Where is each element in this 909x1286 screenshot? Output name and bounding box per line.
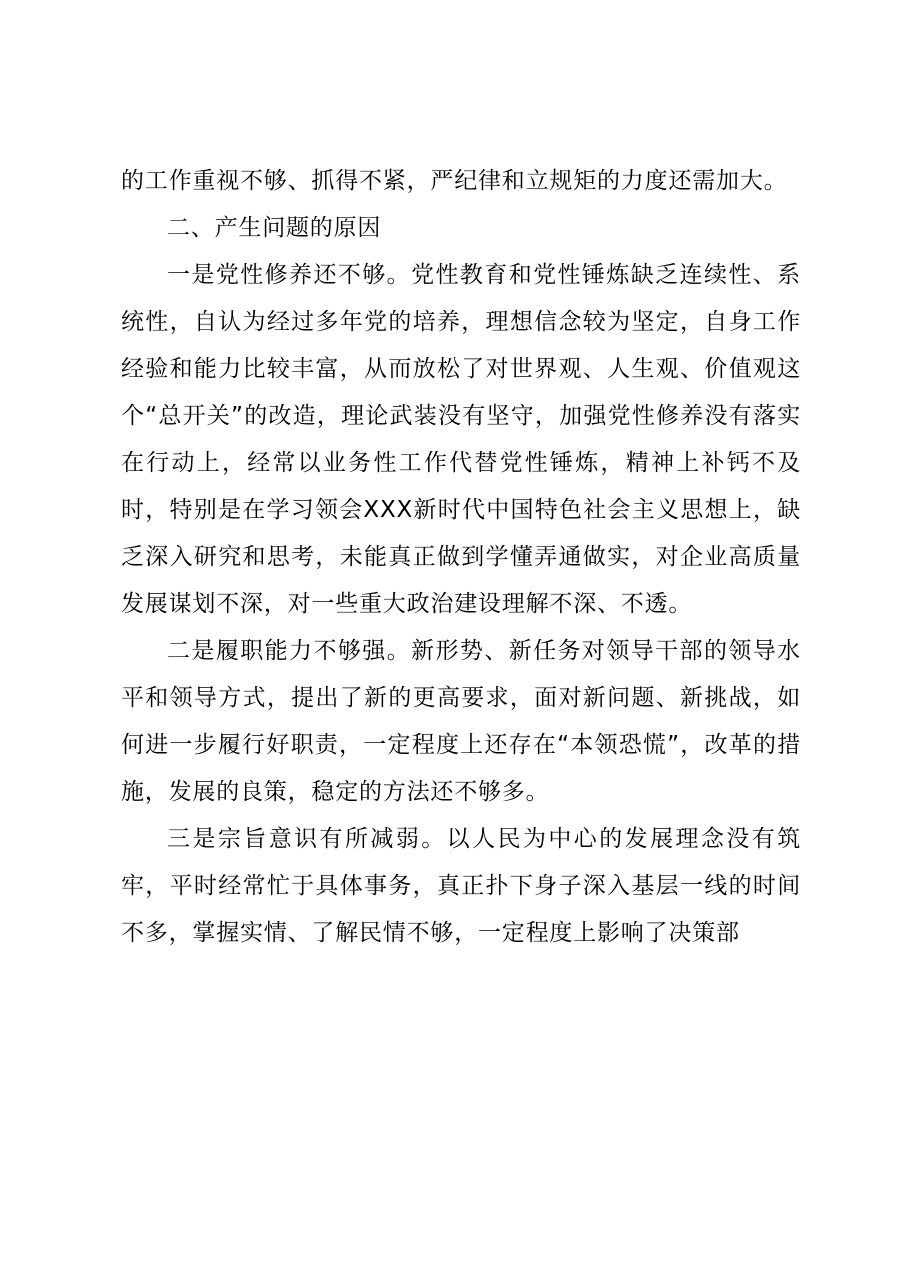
- section-heading: 二、产生问题的原因: [167, 215, 382, 241]
- paragraph-duty-ability: 二是履职能力不够强。新形势、新任务对领导干部的领导水平和领导方式，提出了新的更高要求，面对新问题、新挑战，如何进一步履行好职责，一定程度上还存在“本领恐慌”，改革的措施，发展的良策，稳定的方法还不够多。: [121, 638, 801, 805]
- paragraph-purpose-awareness: 三是宗旨意识有所减弱。以人民为中心的发展理念没有筑牢，平时经常忙于具体事务，真正扑下身子深入基层一线的时间不多，掌握实情、了解民情不够，一定程度上影响了决策部: [121, 826, 801, 946]
- paragraph-party-spirit: 一是党性修养还不够。党性教育和党性锤炼缺乏连续性、系统性，自认为经过多年党的培养，理想信念较为坚定，自身工作经验和能力比较丰富，从而放松了对世界观、人生观、价值观这个“总开关”的改造，理论武装没有坚守，加强党性修养没有落实在行动上，经常以业务性工作代替党性锤炼，精神上补钙不及时，特别是在学习领会XXX新时代中国特色社会主义思想上，缺乏深入研究和思考，未能真正做到学懂弄通做实，对企业高质量发展谋划不深，对一些重大政治建设理解不深、不透。: [121, 262, 801, 617]
- paragraph-continuation: 的工作重视不够、抓得不紧，严纪律和立规矩的力度还需加大。: [121, 168, 788, 194]
- document-body: [121, 158, 801, 957]
